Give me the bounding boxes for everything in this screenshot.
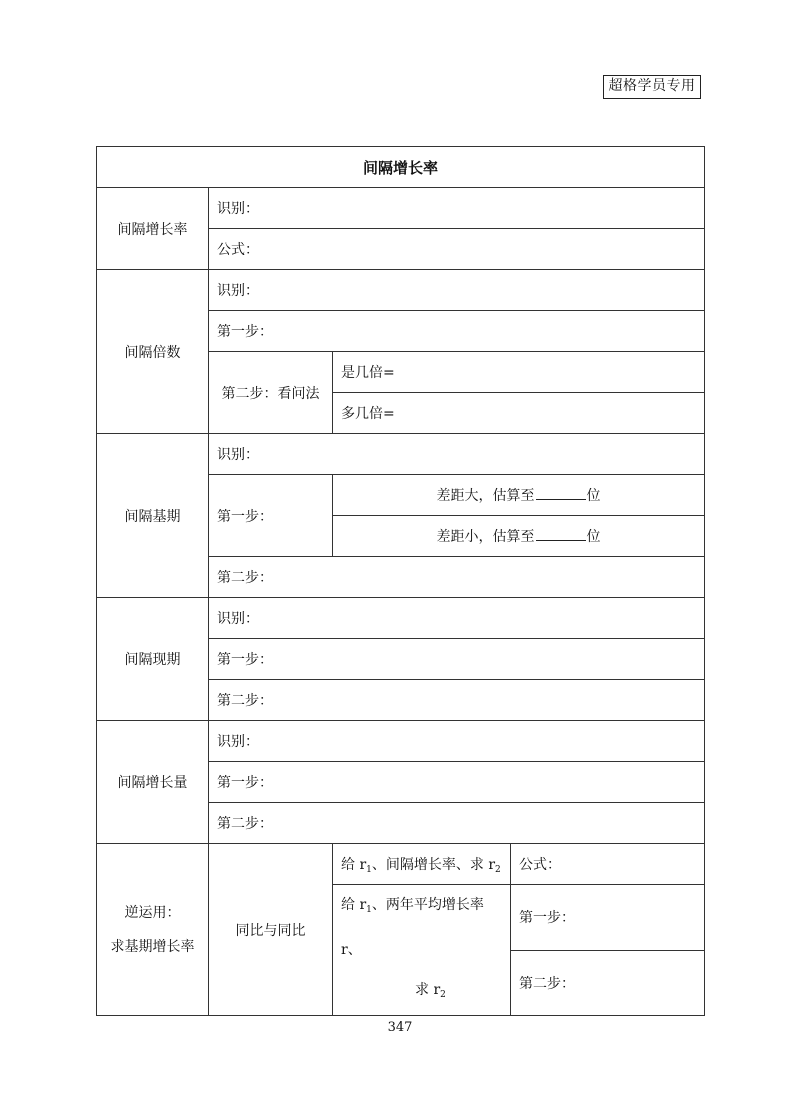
- section-label-base: 间隔基期: [97, 434, 209, 598]
- given2-mid: 、两年平均增长率 r、: [341, 897, 484, 958]
- multiple-identify: 识别：: [209, 270, 705, 311]
- base-identify: 识别：: [209, 434, 705, 475]
- section-label-current: 间隔现期: [97, 598, 209, 721]
- inverse-method: 同比与同比: [209, 844, 333, 1016]
- inverse-given1: [333, 844, 511, 885]
- inverse-formula: 公式：: [511, 844, 705, 885]
- given1-sub: 1: [366, 864, 372, 875]
- current-step1: 第一步：: [209, 639, 705, 680]
- section-label-inverse: [97, 844, 209, 1016]
- current-step2: 第二步：: [209, 680, 705, 721]
- gap-small-text: 差距小，估算至: [436, 529, 535, 545]
- given2-line2-text: 求 r: [415, 982, 441, 998]
- fill-blank: [536, 485, 586, 500]
- multiple-is-times: 是几倍=: [333, 352, 705, 393]
- section-label-rate: 间隔增长率: [97, 188, 209, 270]
- gap-big-text: 差距大，估算至: [436, 488, 535, 504]
- base-gap-big: [333, 475, 705, 516]
- given2-line2: [341, 970, 502, 1015]
- student-only-badge: 超格学员专用: [603, 75, 701, 99]
- multiple-step2: 第二步：看问法: [209, 352, 333, 434]
- section-label-amount: 间隔增长量: [97, 721, 209, 844]
- rate-identify: 识别：: [209, 188, 705, 229]
- base-step1: 第一步：: [209, 475, 333, 557]
- inverse-label-line2: 求基期增长率: [110, 938, 195, 955]
- gap-unit: 位: [586, 488, 601, 504]
- given2-prefix: 给 r: [341, 897, 367, 913]
- given1-sub2: 2: [495, 864, 501, 875]
- base-step2: 第二步：: [209, 557, 705, 598]
- inverse-given2: [333, 885, 511, 1016]
- amount-step1: 第一步：: [209, 762, 705, 803]
- given2-sub: 1: [366, 905, 372, 915]
- section-label-multiple: 间隔倍数: [97, 270, 209, 434]
- multiple-step1: 第一步：: [209, 311, 705, 352]
- interval-growth-table: [96, 146, 705, 1016]
- given1-prefix: 给 r: [341, 856, 367, 873]
- table-title: 间隔增长率: [97, 147, 705, 188]
- fill-blank: [536, 526, 586, 541]
- rate-formula: 公式：: [209, 229, 705, 270]
- page-number: 347: [387, 1020, 413, 1035]
- given1-mid: 、间隔增长率、求 r: [371, 856, 496, 873]
- gap-unit: 位: [586, 529, 601, 545]
- amount-identify: 识别：: [209, 721, 705, 762]
- inverse-label-line1: 逆运用：: [124, 904, 181, 921]
- base-gap-small: [333, 516, 705, 557]
- inverse-step1: 第一步：: [511, 885, 705, 951]
- given2-line1: [341, 885, 502, 970]
- amount-step2: 第二步：: [209, 803, 705, 844]
- given2-sub2: 2: [440, 990, 446, 1000]
- current-identify: 识别：: [209, 598, 705, 639]
- multiple-more-times: 多几倍=: [333, 393, 705, 434]
- inverse-step2: 第二步：: [511, 950, 705, 1016]
